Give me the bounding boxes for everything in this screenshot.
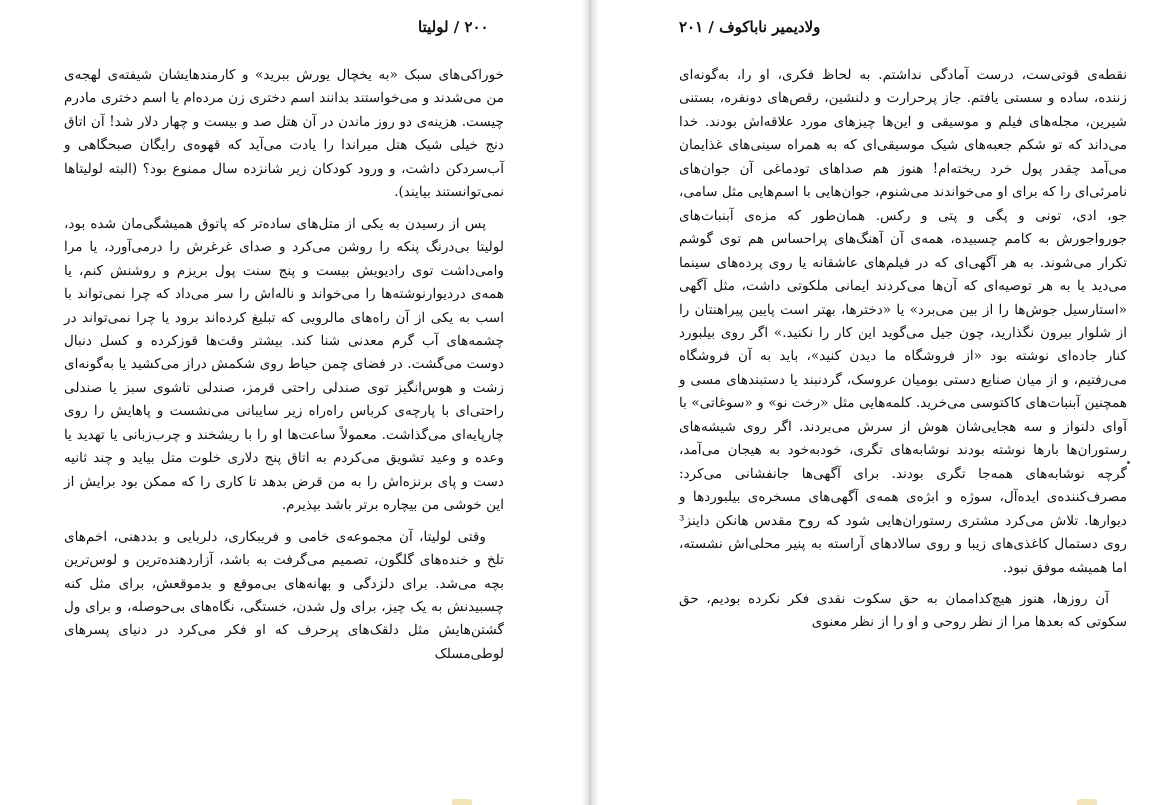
- right-page-body: [679, 64, 1127, 635]
- page-corner-mark: [452, 799, 472, 805]
- right-paragraph-1: نقطه‌ی قوتی‌ست، درست آمادگی نداشتم. به لحاظ فکری، او را، به‌گونه‌ای زننده، ساده و سستی یافتم. جاز پرحرارت و دلنشین، رقص‌های دونفره، بستنی شیرین، مجله‌های فیلم و موسیقی و این‌ها چیزهای مورد علاقه‌اش بودند. خدا می‌داند که تو شکم جعبه‌های شیک موسیقی‌ای که به همراه سینی‌های غذایمان می‌آمد چقدر پول خرد ریخته‌ام! هنوز هم صداهای تودماغی آن جوان‌های نامرئی‌ای را که برای او می‌خواندند می‌شنوم، جوان‌هایی با اسم‌هایی مثل سامی، جو، ادی، تونی و پگی و پتی و رکس. همان‌طور که مزه‌ی آبنبات‌های جورواجورش به کامم چسبیده، همه‌ی آن آهنگ‌های پراحساس هم توی گوشم تکرار می‌شوند. به هر آگهی‌ای که در فیلم‌های عاشقانه یا روی پرده‌های سینما می‌دید یا به هر توصیه‌ای که آن‌ها می‌کردند ایمانی ملکوتی داشت، مثل آگهی «استارسیل جوش‌ها را از بین می‌برد» یا «دخترها، بهتر است پایین پیراهنتان را از شلوار بیرون نگذارید، چون جیل می‌گوید این کار را نکنید.» اگر روی بیلبورد کنار جاده‌ای نوشته بود «از فروشگاه ما دیدن کنید»، باید به آن فروشگاه می‌رفتیم، و از میان صنایع دستی بومیان عروسک، گردنبند یا دستبندهای مسی و همچنین آبنبات‌های کاکتوسی می‌خرید. کلمه‌هایی مثل «رخت نو» و «سوغاتی» با آوای دلنواز و سه هجایی‌شان هوش از سرش می‌بردند. اگر روی شیشه‌های رستوران‌ها بارها نوشته بودند نوشابه‌های تگری، خودبه‌خود به هیجان می‌آمد، گرچه نوشابه‌های همه‌جا تگری بودند. برای آگهی‌ها جانفشانی می‌کرد: مصرف‌کننده‌ی ایده‌آل، سوژه و ابژه‌ی همه‌ی آگهی‌های مسخره‌ی بیلبوردها و دیوارها. تلاش می‌کرد مشتری رستوران‌هایی شود که روح مقدس هانکن داینز³ روی دستمال کاغذی‌های زیبا و روی سالادهای آراسته به پنیر محلی‌اش نشسته، اما همیشه موفق نبود.: [679, 67, 1127, 576]
- left-paragraph-1: خوراکی‌های سبک «به یخچال یورش ببرید» و کارمندهایشان شیفته‌ی لهجه‌ی من می‌شدند و می‌خواستند بدانند اسم دختری زن مرده‌ام یا اسم دختری مادرم چیست. هزینه‌ی دو روز ماندن در آن هتل صد و بیست و چهار دلار شد! آن اتاق دنج خیلی شیک هتل میراندا را یادت می‌آید که قهوه‌ی رایگان صبحگاهی و آب‌سردکن داشت، و ورود کودکان زیر شانزده سال ممنوع بود؟ (البته لولیتاها نمی‌توانستند بیایند).: [64, 67, 504, 201]
- page-corner-mark: [1077, 799, 1097, 805]
- left-page: [0, 0, 581, 805]
- left-paragraph-3: وقتی لولیتا، آن مجموعه‌ی خامی و فریبکاری، دلربایی و بددهنی، اخم‌های تلخ و خنده‌های گلگون، تصمیم می‌گرفت به باشد، آزاردهنده‌ترین و لوس‌ترین بچه می‌شد. برای دلزدگی و بهانه‌های بی‌موقع و بدموقعش، برای مثل کنه چسبیدنش به یک چیز، برای ول شدن، خستگی، نگاه‌های بی‌حوصله، و برای ول گشتن‌هایش مثل دلقک‌های پرحرف که او فکر می‌کرد در دنیای پسرهای لوطی‌مسلک: [64, 528, 504, 662]
- left-page-header: ۲۰۰ / لولیتا: [418, 18, 489, 36]
- book-gutter: [581, 0, 599, 805]
- right-page: [599, 0, 1173, 805]
- margin-dot: [1127, 461, 1130, 464]
- left-page-body: [64, 64, 504, 666]
- right-page-header: ولادیمیر ناباکوف / ۲۰۱: [679, 18, 821, 36]
- right-paragraph-2: آن روزها، هنوز هیچ‌کداممان به حق سکوت نقدی فکر نکرده بودیم، حق سکوتی که بعدها مرا از نظر روحی و او را از نظر معنوی: [679, 590, 1127, 631]
- left-paragraph-2: پس از رسیدن به یکی از متل‌های ساده‌تر که پاتوق همیشگی‌مان شده بود، لولیتا بی‌درنگ پنکه را روشن می‌کرد و صدای غرغرش را درمی‌آورد، یا مرا وامی‌داشت توی رادیویش بیست و پنج سنت پول بریزم و روشنش کنم، یا همه‌ی دردیوارنوشته‌ها را می‌خواند و ناله‌اش را سر می‌داد که چرا نمی‌تواند با اسب به یکی از آن راه‌های مالرویی که تبلیغ کرده‌اند برود یا چرا نمی‌تواند در چشمه‌های آب گرم معدنی شنا کند. بیشتر وقت‌ها قوزکرده و کسل دنبال دوست می‌گشت. در فضای چمن حیاط روی شکمش دراز می‌کشید یا به‌گونه‌ای زشت و هوس‌انگیز توی صندلی راحتی قرمز، صندلی تاشوی سبز یا صندلی راحتی‌ای با پارچه‌ی کرباس راه‌راه زیر سایبانی می‌نشست و پاهایش را روی چارپایه‌ای می‌گذاشت. معمولاً ساعت‌ها او را با ریشخند و چرب‌زبانی یا تهدید یا وعده و وعید تشویق می‌کردم به اتاق پنج دلاری خلوت متل بیاید و چند ثانیه دست و پای برنزه‌اش را به من قرض بدهد تا کاری را که ممکن بود برایش از این خوشی من بیچاره برتر باشد بپذیرم.: [64, 215, 504, 514]
